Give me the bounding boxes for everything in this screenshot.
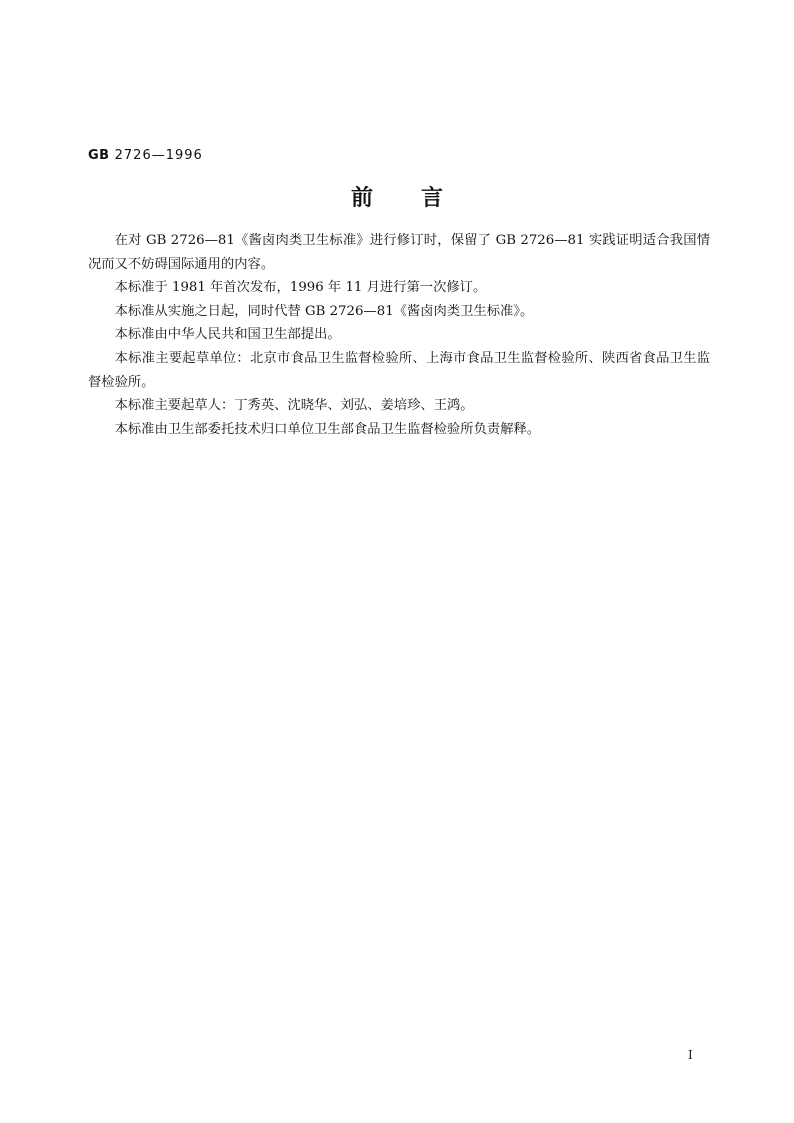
paragraph-replacement: 本标准从实施之日起，同时代替 GB 2726—81《酱卤肉类卫生标准》。 (114, 303, 534, 319)
standard-code-prefix: GB (88, 148, 110, 163)
paragraph-drafters: 本标准主要起草人：丁秀英、沈晓华、刘弘、姜培珍、王鸿。 (114, 398, 474, 414)
standard-code (88, 148, 203, 163)
paragraph-release-history: 本标准于 1981 年首次发布，1996 年 11 月进行第一次修订。 (114, 280, 487, 296)
paragraph-drafting-units: 本标准主要起草单位：北京市食品卫生监督检验所、上海市食品卫生监督检验所、陕西省食品卫生监督检验所。 (88, 350, 710, 390)
paragraph-proposer: 本标准由中华人民共和国卫生部提出。 (114, 327, 341, 343)
paragraph-interpretation: 本标准由卫生部委托技术归口单位卫生部食品卫生监督检验所负责解释。 (114, 421, 541, 437)
page-number: I (688, 1048, 693, 1062)
standard-code-number: 2726—1996 (114, 148, 203, 163)
paragraph-revision: 在对 GB 2726—81《酱卤肉类卫生标准》进行修订时，保留了 GB 2726—81 实践证明适合我国情况而又不妨碍国际通用的内容。 (88, 233, 710, 272)
foreword-body (88, 229, 710, 441)
page-title: 前言 (350, 186, 491, 211)
